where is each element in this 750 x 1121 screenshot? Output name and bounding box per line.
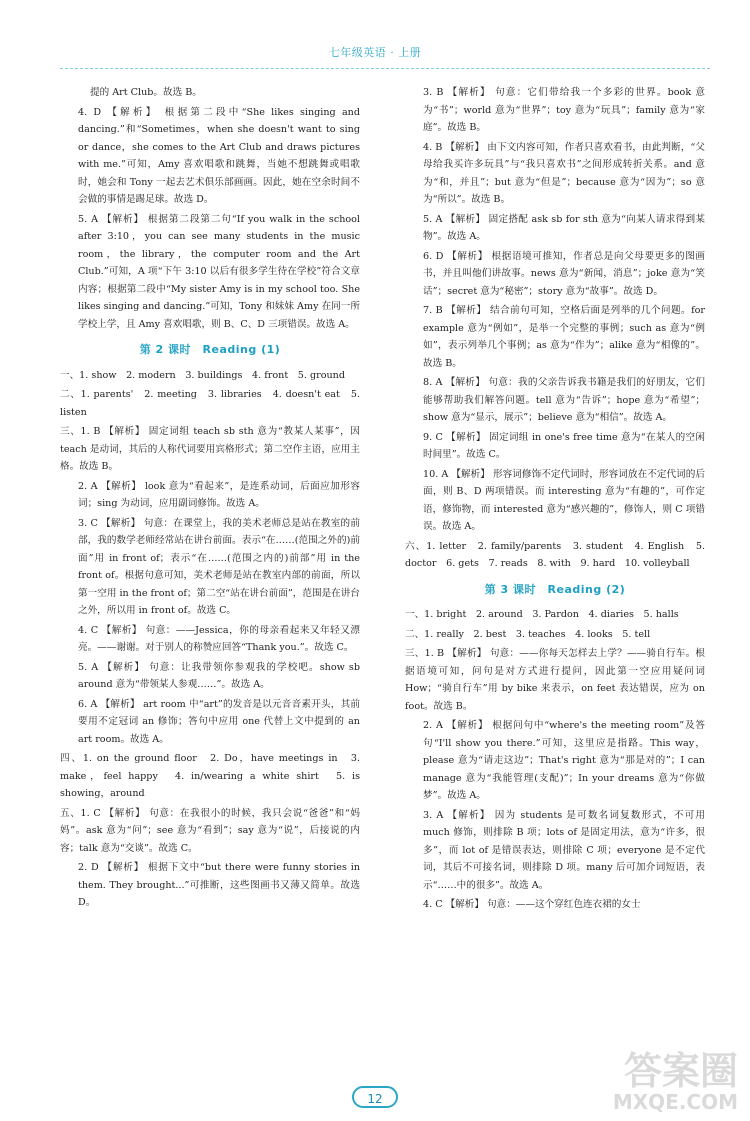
answer-paragraph: 3. C 【解析】 句意：在课堂上，我的美术老师总是站在教室的前部，我的数学老师经常站在讲台前面。表示“在……(范围之外的)前面”用 in front of；表示“在……(范围之内的)前部”用 in the front of。根据句意可知，美术老师是站在教室内部的前面，所以第一空用 in the front of；第二空“站在讲台前面”，范围是在讲台之外，所以用 in front of。故选 C。 bbox=[78, 517, 360, 616]
answer-paragraph: 5. A 【解析】 句意：让我带领你参观我的学校吧。show sb around 意为“带领某人参观……”。故选 A。 bbox=[78, 661, 360, 690]
answer-paragraph: 3. A 【解析】 因为 students 是可数名词复数形式，不可用 much 修饰，则排除 B 项；lots of 是固定用法，意为“许多，很多”，而 lot of 是错误表达，则排除 C 项；everyone 是不定代词，其后不可接名词，则排除 D 项。many 后可加介词短语，表示“……中的很多”。故选 A。 bbox=[423, 809, 705, 891]
answer-paragraph: 二、1. really 2. best 3. teaches 4. looks 5. tell bbox=[405, 628, 651, 640]
header-divider bbox=[60, 68, 710, 69]
answer-paragraph: 四、1. on the ground floor 2. Do，have meetings in 3. make，feel happy 4. in/wearing a white shirt 5. is showing，around bbox=[60, 753, 360, 799]
running-header: 七年级英语 · 上册 bbox=[328, 46, 422, 59]
answer-paragraph: 6. D 【解析】 根据语境可推知，作者总是向父母要更多的图画书，并且叫他们讲故事。news 意为“新闻，消息”；joke 意为“笑话”；secret 意为“秘密”；story 意为“故事”。故选 D。 bbox=[423, 250, 705, 297]
answer-paragraph: 提的 Art Club。故选 B。 bbox=[90, 87, 202, 98]
answer-paragraph: 7. B 【解析】 结合前句可知，空格后面是列举的几个问题。for example 意为“例如”，是举一个完整的事例；such as 意为“例如”，表示列举几个事例；as 意为“作为”；alike 意为“相像的”。故选 B。 bbox=[423, 305, 705, 369]
watermark-logo: 答案圈 MXQE.COM bbox=[612, 1049, 738, 1114]
answer-paragraph: 4. D 【解析】 根据第二段中“She likes singing and dancing.”和“Sometimes，when she doesn't want to sing or dance，she comes to the Art Club and draws pictures with me.”可知，Amy 喜欢唱歌和跳舞，当她不想跳舞或唱歌时，她会和 Tony 一起去艺术俱乐部画画。因此，她在空余时间不会做的事情是踢足球。故选 D。 bbox=[78, 106, 360, 205]
answer-paragraph: 五、1. C 【解析】 句意：在我很小的时候，我只会说“爸爸”和“妈妈”。ask 意为“问”；see 意为“看到”；say 意为“说”，后接说的内容；talk 意为“交谈”。故选 C。 bbox=[60, 807, 360, 854]
answer-paragraph: 8. A 【解析】 句意：我的父亲告诉我书籍是我们的好朋友，它们能够帮助我们解答问题。tell 意为“告诉”；hope 意为“希望”；show 意为“显示，展示”；believe 意为“相信”。故选 A。 bbox=[423, 377, 705, 423]
answer-paragraph: 三、1. B 【解析】 固定词组 teach sb sth 意为“教某人某事”，因 teach 是动词，其后的人称代词要用宾格形式；第二空作主语，应用主格。故选 B。 bbox=[60, 426, 360, 472]
answer-paragraph: 2. A 【解析】 look 意为“看起来”，是连系动词，后面应加形容词；sing 为动词，应用副词修饰。故选 A。 bbox=[78, 480, 360, 509]
answer-paragraph: 2. D 【解析】 根据下文中“but there were funny stories in them. They brought...”可推断，这些图画书又薄又简单。故选 D。 bbox=[78, 862, 360, 908]
answer-paragraph: 4. C 【解析】 句意：——Jessica，你的母亲看起来又年轻又漂亮。——谢谢。对于别人的称赞应回答“Thank you.”。故选 C。 bbox=[78, 624, 360, 653]
answer-paragraph: 4. B 【解析】 由下文内容可知，作者只喜欢看书，由此判断，“父母给我买许多玩具”与“我只喜欢书”之间形成转折关系。and 意为“和，并且”；but 意为“但是”；because 意为“因为”；so 意为“所以”。故选 B。 bbox=[423, 141, 705, 205]
answer-paragraph: 4. C 【解析】 句意：——这个穿红色连衣裙的女士 bbox=[423, 899, 641, 910]
right-column bbox=[405, 84, 705, 916]
answer-paragraph: 3. B 【解析】 句意：它们带给我一个多彩的世界。book 意为“书”；world 意为“世界”；toy 意为“玩具”；family 意为“家庭”。故选 B。 bbox=[423, 87, 705, 133]
page-number: 12 bbox=[352, 1086, 398, 1108]
answer-paragraph: 二、1. parents' 2. meeting 3. libraries 4. doesn't eat 5. listen bbox=[60, 389, 360, 418]
answer-paragraph: 一、1. show 2. modern 3. buildings 4. front 5. ground bbox=[60, 369, 345, 381]
answer-paragraph: 三、1. B 【解析】 句意：——你每天怎样去上学？——骑自行车。根据语境可知，问句是对方式进行提问，因此第一空应用疑问词 How；“骑自行车”用 by bike 来表示，on feet 表达错误，应为 on foot。故选 B。 bbox=[405, 648, 705, 712]
lesson-heading: 第 2 课时 Reading (1) bbox=[139, 343, 281, 356]
answer-paragraph: 六、1. letter 2. family/parents 3. student 4. English 5. doctor 6. gets 7. reads 8. with 9. hard 10. volleyball bbox=[405, 540, 705, 569]
left-column bbox=[60, 84, 360, 914]
answer-paragraph: 10. A 【解析】 形容词修饰不定代词时，形容词放在不定代词的后面，则 B、D 两项错误。而 interesting 意为“有趣的”，可作定语，修饰物，而 interested 意为“感兴趣的”，修饰人，则 C 项错误。故选 A。 bbox=[423, 468, 705, 532]
lesson-heading: 第 3 课时 Reading (2) bbox=[484, 582, 626, 596]
answer-paragraph: 2. A 【解析】 根据问句中“where's the meeting room”及答句“I'll show you there.”可知，这里应是指路。This way，please 意为“请走这边”；That's right 意为“那是对的”；I can manage 意为“我能管理(支配)”；In your dreams 意为“你做梦”。故选 A。 bbox=[423, 720, 705, 801]
answer-paragraph: 9. C 【解析】 固定词组 in one's free time 意为“在某人的空闲时间里”。故选 C。 bbox=[423, 431, 705, 460]
answer-paragraph: 5. A 【解析】 根据第二段第二句“If you walk in the school after 3:10，you can see many students in the music room，the library，the computer room and the Art Club.”可知，A 项“下午 3:10 以后有很多学生待在学校”符合文章内容；根据第二段中“My sister Amy is in my school too. She likes singing and dancing.”可知，Tony 和妹妹 Amy 在同一所学校上学，且 Amy 喜欢唱歌，则 B、C、D 三项错误。故选 A。 bbox=[78, 213, 360, 330]
answer-paragraph: 5. A 【解析】 固定搭配 ask sb for sth 意为“向某人请求得到某物”。故选 A。 bbox=[423, 213, 705, 242]
answer-paragraph: 6. A 【解析】 art room 中“art”的发音是以元音音素开头，其前要用不定冠词 an 修饰；答句中应用 one 代替上文中提到的 an art room。故选 A。 bbox=[78, 698, 360, 745]
answer-paragraph: 一、1. bright 2. around 3. Pardon 4. diaries 5. halls bbox=[405, 609, 679, 620]
